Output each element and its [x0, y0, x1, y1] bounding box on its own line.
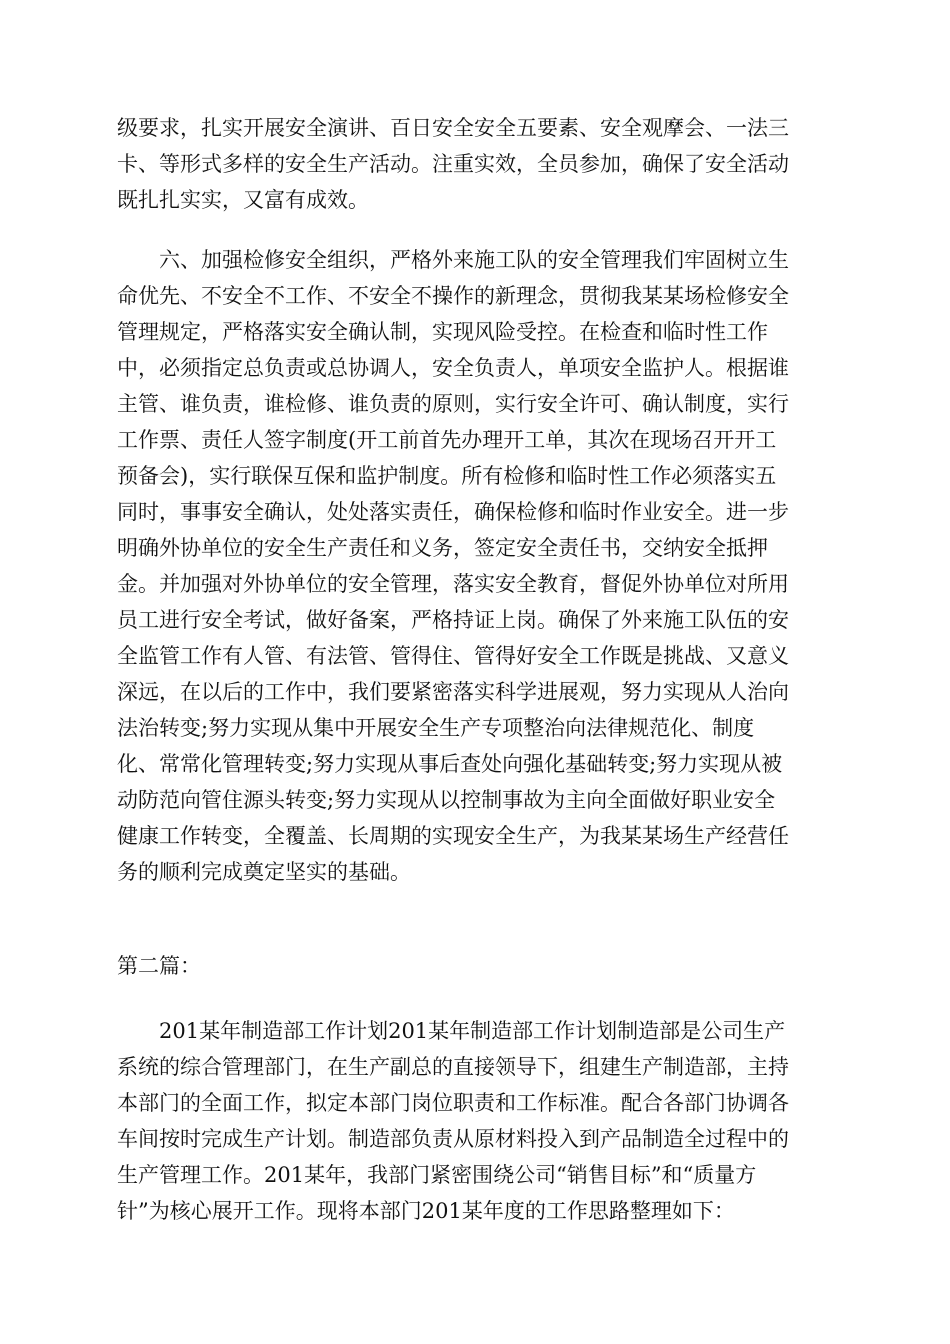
text-line: 级要求，扎实开展安全演讲、百日安全安全五要素、安全观摩会、一法三 — [117, 116, 789, 140]
text-line: 务的顺利完成奠定坚实的基础。 — [117, 860, 411, 884]
text-line: 深远，在以后的工作中，我们要紧密落实科学进展观，努力实现从人治向 — [117, 680, 789, 704]
text-line: 明确外协单位的安全生产责任和义务，签定安全责任书，交纳安全抵押 — [117, 536, 768, 560]
text-line: 员工进行安全考试，做好备案，严格持证上岗。确保了外来施工队伍的安 — [117, 608, 789, 632]
section-heading — [117, 948, 833, 984]
text-line: 化、常常化管理转变;努力实现从事后查处向强化基础转变;努力实现从被 — [117, 752, 783, 776]
text-line: 预备会)，实行联保互保和监护制度。所有检修和临时性工作必须落实五 — [117, 464, 777, 488]
text-line: 管理规定，严格落实安全确认制，实现风险受控。在检查和临时性工作 — [117, 320, 768, 344]
text-line: 既扎扎实实，又富有成效。 — [117, 188, 369, 212]
heading-text: 第二篇： — [117, 954, 201, 978]
text-line: 卡、等形式多样的安全生产活动。注重实效，全员参加，确保了安全活动 — [117, 152, 789, 176]
text-line: 全监管工作有人管、有法管、管得住、管得好安全工作既是挑战、又意义 — [117, 644, 789, 668]
text-line: 中，必须指定总负责或总协调人，安全负责人，单项安全监护人。根据谁 — [117, 356, 789, 380]
text-line: 主管、谁负责，谁检修、谁负责的原则，实行安全许可、确认制度，实行 — [117, 392, 789, 416]
paragraph-section-six — [117, 242, 833, 890]
paragraph-second-part — [117, 1013, 833, 1229]
text-line: 同时，事事安全确认，处处落实责任，确保检修和临时作业安全。进一步 — [117, 500, 789, 524]
text-line: 金。并加强对外协单位的安全管理，落实安全教育，督促外协单位对所用 — [117, 572, 789, 596]
text-line: 201某年制造部工作计划201某年制造部工作计划制造部是公司生产 — [159, 1019, 786, 1043]
text-line: 六、加强检修安全组织，严格外来施工队的安全管理我们牢固树立生 — [159, 248, 789, 272]
text-line: 动防范向管住源头转变;努力实现从以控制事故为主向全面做好职业安全 — [117, 788, 776, 812]
paragraph-continuation — [117, 110, 833, 218]
text-line: 本部门的全面工作，拟定本部门岗位职责和工作标准。配合各部门协调各 — [117, 1091, 789, 1115]
text-line: 车间按时完成生产计划。制造部负责从原材料投入到产品制造全过程中的 — [117, 1127, 789, 1151]
text-line: 针”为核心展开工作。现将本部门201某年度的工作思路整理如下： — [117, 1199, 735, 1223]
text-line: 系统的综合管理部门，在生产副总的直接领导下，组建生产制造部，主持 — [117, 1055, 789, 1079]
text-line: 健康工作转变，全覆盖、长周期的实现安全生产，为我某某场生产经营任 — [117, 824, 789, 848]
text-line: 生产管理工作。201某年，我部门紧密围绕公司“销售目标”和“质量方 — [117, 1163, 757, 1187]
text-line: 命优先、不安全不工作、不安全不操作的新理念，贯彻我某某场检修安全 — [117, 284, 789, 308]
text-line: 法治转变;努力实现从集中开展安全生产专项整治向法律规范化、制度 — [117, 716, 755, 740]
text-line: 工作票、责任人签字制度(开工前首先办理开工单，其次在现场召开开工 — [117, 428, 777, 452]
